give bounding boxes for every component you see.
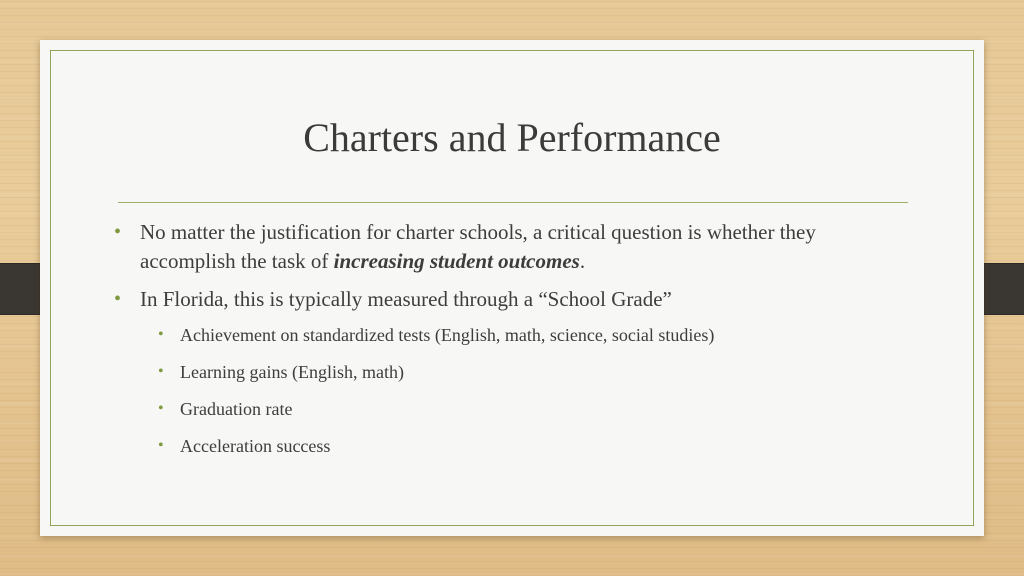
sub-bullet-text: Achievement on standardized tests (English, math, science, social studies)	[180, 325, 715, 345]
bullet-item	[114, 285, 910, 314]
sub-bullet-dot-icon: •	[158, 363, 164, 380]
bullet-dot-icon: •	[114, 288, 122, 310]
sub-bullet-text: Learning gains (English, math)	[180, 362, 404, 382]
sub-bullet-dot-icon: •	[158, 326, 164, 343]
sub-bullet-item	[158, 360, 910, 384]
bullet-text: No matter the justification for charter schools, a critical question is whether they accomplish the task of	[140, 220, 816, 273]
title-divider	[118, 202, 908, 203]
bullet-text-end: .	[579, 249, 586, 273]
sub-bullet-dot-icon: •	[158, 437, 164, 454]
sub-bullet-item	[158, 434, 910, 458]
bullet-dot-icon: •	[114, 221, 122, 243]
bullet-list	[114, 218, 910, 471]
bullet-item	[114, 218, 910, 276]
sub-bullet-dot-icon: •	[158, 400, 164, 417]
slide-card	[40, 40, 984, 536]
sub-bullet-item	[158, 323, 910, 347]
sub-bullet-text: Graduation rate	[180, 399, 293, 419]
sub-bullet-item	[158, 397, 910, 421]
sub-bullet-text: Acceleration success	[180, 436, 331, 456]
bullet-text: In Florida, this is typically measured through a “School Grade”	[140, 287, 672, 311]
slide-title: Charters and Performance	[303, 115, 721, 160]
bullet-emphasis: increasing student outcomes	[333, 249, 580, 273]
